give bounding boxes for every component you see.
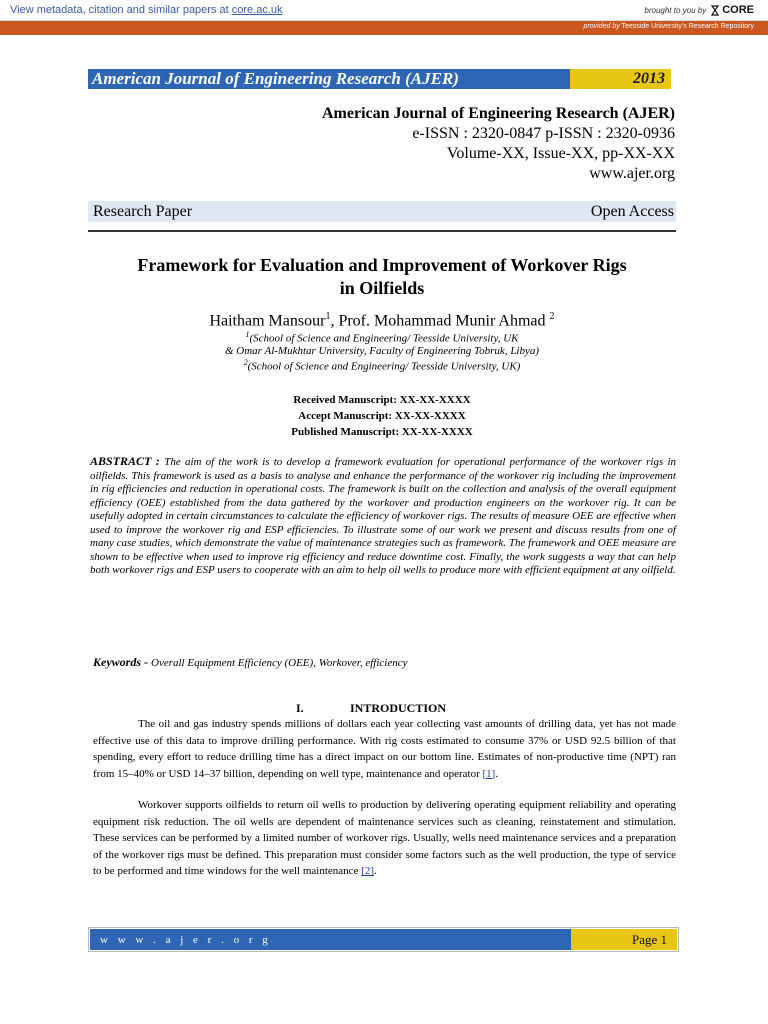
citation-link-2[interactable]: [2] — [361, 865, 375, 877]
core-logo[interactable] — [710, 4, 754, 16]
affiliation-2 — [88, 358, 676, 373]
author-1-affil: 1 — [325, 311, 331, 322]
intro-p1-end: . — [495, 767, 499, 780]
keywords-label: Keywords - — [93, 655, 151, 669]
intro-p1-text: The oil and gas industry spends millions of dollars each year collecting vast amounts of drilling data, yet has not made effective use of this data to improve drilling performance. With rig costs estimated to consume 37% or USD 92.5 billion of that spending, every effort to reduce drilling time has a direct impact on our bottom line. Estimates of non-productive time (NPT) ran from 15–40% or USD 14–37 billion, depending on well type, maintenance and operator — [93, 718, 676, 780]
provided-by-text — [584, 23, 754, 30]
access-type-label: Open Access — [590, 203, 674, 220]
paper-type-label: Research Paper — [93, 203, 193, 220]
banner-year: 2013 — [570, 69, 671, 89]
core-header-bar — [0, 0, 768, 21]
provided-by-prefix: provided by — [583, 23, 620, 30]
affiliation-1-text: (School of Science and Engineering/ Teesside University, UK — [249, 332, 519, 345]
affiliation-1-continued: & Omar Al-Mukhtar University, Faculty of Engineering Tobruk, Libya) — [224, 345, 540, 357]
provider-name: Teesside University's Research Repository — [619, 23, 754, 30]
keywords — [93, 655, 407, 670]
page-footer — [88, 927, 679, 952]
paper-title-line-2: in Oilfields — [339, 278, 425, 298]
journal-title: American Journal of Engineering Research (AJER) — [322, 105, 675, 122]
footer-website: w w w . a j e r . o r g — [90, 929, 571, 950]
intro-paragraph-2 — [93, 797, 676, 880]
affiliation-2-marker: 2 — [243, 358, 248, 367]
received-date: Received Manuscript: XX-XX-XXXX — [293, 394, 471, 406]
brought-to-you-text: brought to you by — [644, 5, 707, 15]
accepted-date: Accept Manuscript: XX-XX-XXXX — [298, 410, 466, 422]
author-1: Haitham Mansour — [209, 312, 326, 330]
affiliation-1-marker: 1 — [245, 330, 250, 339]
citation-link-1[interactable]: [1] — [482, 767, 496, 780]
paper-type-bar — [88, 201, 676, 222]
journal-issn: e-ISSN : 2320-0847 p-ISSN : 2320-0936 — [412, 125, 675, 142]
author-2: Prof. Mohammad Munir Ahmad — [338, 312, 550, 330]
core-metadata-link[interactable] — [10, 4, 283, 16]
author-2-affil: 2 — [549, 311, 555, 322]
journal-info — [322, 104, 675, 184]
footer-page-number: Page 1 — [571, 929, 677, 950]
core-brand-text: CORE — [722, 4, 754, 16]
journal-volume: Volume-XX, Issue-XX, pp-XX-XX — [446, 145, 675, 162]
author-list — [88, 311, 676, 330]
paper-title — [88, 254, 676, 300]
core-brand[interactable] — [644, 4, 754, 16]
section-title: INTRODUCTION — [350, 701, 447, 715]
journal-banner — [88, 69, 671, 89]
core-provider-strip — [0, 21, 768, 35]
header-divider — [88, 230, 676, 232]
manuscript-dates — [88, 392, 676, 440]
intro-p2-text: Workover supports oilfields to return oil wells to production by delivering operating equipment reliability and operating equipment risk reduction. The oil wells are dependent of maintenance services such as cleaning, reinstatement and stimulation. These services can be performed by a limited number of workover rigs. Usually, wells need maintenance services and a preparation of the workover rigs must be defined. This preparation must consider some factors such as the well production, the type of service to be performed and time windows for the well maintenance — [93, 799, 676, 877]
published-date: Published Manuscript: XX-XX-XXXX — [291, 426, 473, 438]
journal-website: www.ajer.org — [589, 165, 675, 182]
abstract-text: The aim of the work is to develop a framework evaluation for operational performance of the workover rigs in oilfields. This framework is used as a basis to analyse and enhance the performance of the workover rig including the improvement in rig efficiencies and reduction in operational costs. The framework is built on the collection and analysis of the overall equipment efficiency (OEE) established from the data gathered by the workover and production engineers on the workover rig. It can be usefully adopted in certain circumstances to calculate the efficiency of workover rigs. The results of measure OEE are effective when used to improve the workover rig and ESP efficiencies. To illustrate some of our work we present and discuss results from one of many case studies, which demonstrate the value of maintenance strategies such as framework. The framework and OEE measure are shown to be effective when used to improve rig efficiency and reduce downtime cost. Finally, the work suggests a way that can help both workover rigs and ESP users to cooperate with an aim to help oil wells to produce more with efficient equipment at any oilfield. — [90, 456, 677, 576]
banner-journal-name: American Journal of Engineering Research (AJER) — [88, 69, 570, 89]
author-separator: , — [330, 312, 339, 330]
abstract — [90, 455, 676, 578]
paper-title-line-1: Framework for Evaluation and Improvement of Workover Rigs — [137, 255, 627, 275]
intro-p2-end: . — [374, 865, 377, 877]
affiliation-1 — [88, 330, 676, 345]
keywords-text: Overall Equipment Efficiency (OEE), Workover, efficiency — [151, 657, 408, 669]
section-number: I. — [296, 701, 304, 715]
affiliation-2-text: (School of Science and Engineering/ Teesside University, UK) — [247, 360, 521, 373]
intro-paragraph-1 — [93, 716, 676, 782]
core-link-prefix: View metadata, citation and similar papers at — [10, 4, 232, 16]
core-logo-icon — [710, 5, 720, 16]
abstract-label: ABSTRACT : — [90, 454, 165, 468]
core-link-url[interactable]: core.ac.uk — [231, 4, 283, 16]
